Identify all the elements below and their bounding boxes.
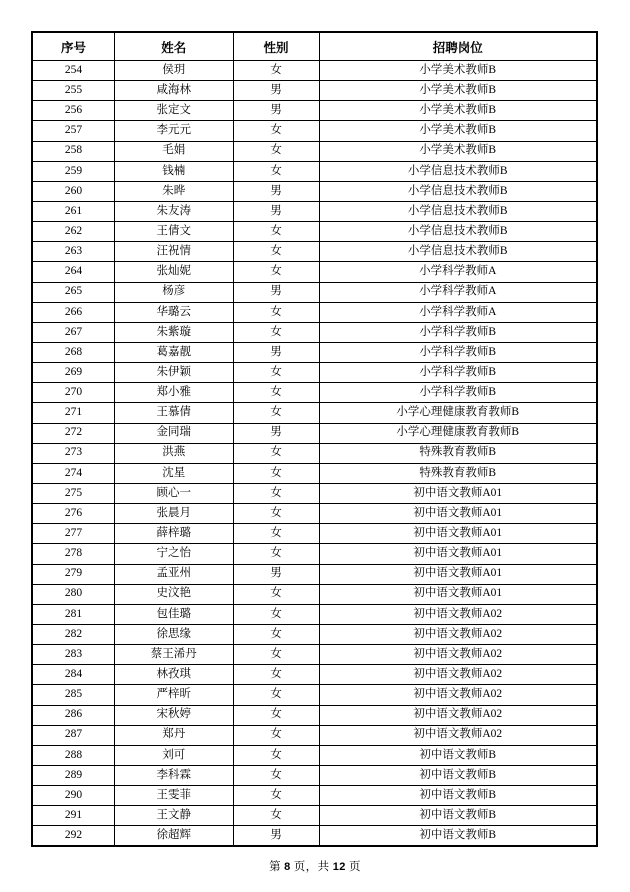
gender-cell: 女: [233, 685, 319, 705]
gender-cell: 女: [233, 725, 319, 745]
serial-number-cell: 285: [32, 685, 114, 705]
name-cell: 郑丹: [114, 725, 233, 745]
gender-cell: 男: [233, 81, 319, 101]
serial-number-cell: 269: [32, 363, 114, 383]
serial-number-cell: 280: [32, 584, 114, 604]
position-cell: 小学美术教师B: [319, 61, 597, 81]
table-row: [32, 201, 597, 221]
footer-prefix: 第: [269, 861, 282, 873]
footer-middle: 页，共: [293, 861, 330, 873]
name-cell: 张灿妮: [114, 262, 233, 282]
position-cell: 小学美术教师B: [319, 141, 597, 161]
table-row: [32, 363, 597, 383]
serial-number-cell: 278: [32, 544, 114, 564]
name-cell: 朱晔: [114, 181, 233, 201]
name-cell: 王倩文: [114, 222, 233, 242]
table-row: [32, 101, 597, 121]
name-cell: 宁之怡: [114, 544, 233, 564]
gender-cell: 女: [233, 806, 319, 826]
gender-cell: 女: [233, 786, 319, 806]
table-row: [32, 262, 597, 282]
table-row: [32, 765, 597, 785]
gender-cell: 女: [233, 121, 319, 141]
serial-number-cell: 279: [32, 564, 114, 584]
name-cell: 郑小雅: [114, 383, 233, 403]
gender-cell: 女: [233, 222, 319, 242]
position-cell: 小学科学教师A: [319, 282, 597, 302]
table-row: [32, 665, 597, 685]
position-cell: 小学科学教师B: [319, 322, 597, 342]
name-cell: 汪祝情: [114, 242, 233, 262]
name-cell: 朱伊颖: [114, 363, 233, 383]
table-row: [32, 383, 597, 403]
gender-cell: 女: [233, 645, 319, 665]
serial-number-cell: 274: [32, 463, 114, 483]
serial-number-cell: 255: [32, 81, 114, 101]
name-cell: 孟亚州: [114, 564, 233, 584]
position-cell: 初中语文教师B: [319, 786, 597, 806]
gender-cell: 男: [233, 181, 319, 201]
serial-number-cell: 281: [32, 604, 114, 624]
serial-number-cell: 276: [32, 504, 114, 524]
gender-cell: 女: [233, 705, 319, 725]
serial-number-cell: 272: [32, 423, 114, 443]
position-cell: 初中语文教师A02: [319, 645, 597, 665]
table-row: [32, 645, 597, 665]
position-cell: 小学信息技术教师B: [319, 242, 597, 262]
footer-total-pages: 12: [332, 861, 346, 873]
position-cell: 初中语文教师B: [319, 806, 597, 826]
name-cell: 葛嘉靓: [114, 342, 233, 362]
name-cell: 朱友涛: [114, 201, 233, 221]
serial-number-cell: 260: [32, 181, 114, 201]
position-cell: 小学心理健康教育教师B: [319, 423, 597, 443]
name-cell: 咸海林: [114, 81, 233, 101]
serial-number-cell: 267: [32, 322, 114, 342]
name-cell: 李科霖: [114, 765, 233, 785]
serial-number-cell: 257: [32, 121, 114, 141]
position-cell: 特殊教育教师B: [319, 443, 597, 463]
serial-number-cell: 256: [32, 101, 114, 121]
gender-cell: 女: [233, 443, 319, 463]
table-row: [32, 584, 597, 604]
position-cell: 小学科学教师B: [319, 383, 597, 403]
table-row: [32, 242, 597, 262]
gender-cell: 女: [233, 302, 319, 322]
table-row: [32, 483, 597, 503]
gender-cell: 女: [233, 363, 319, 383]
position-cell: 初中语文教师A02: [319, 725, 597, 745]
gender-cell: 女: [233, 765, 319, 785]
name-cell: 洪燕: [114, 443, 233, 463]
name-cell: 薛梓璐: [114, 524, 233, 544]
table-row: [32, 403, 597, 423]
position-cell: 小学美术教师B: [319, 121, 597, 141]
gender-cell: 男: [233, 564, 319, 584]
serial-number-cell: 289: [32, 765, 114, 785]
gender-cell: 女: [233, 584, 319, 604]
name-cell: 金同瑞: [114, 423, 233, 443]
gender-cell: 女: [233, 524, 319, 544]
position-cell: 初中语文教师A02: [319, 685, 597, 705]
gender-cell: 女: [233, 322, 319, 342]
serial-number-cell: 271: [32, 403, 114, 423]
gender-cell: 男: [233, 826, 319, 847]
position-cell: 小学信息技术教师B: [319, 201, 597, 221]
name-cell: 徐思缘: [114, 624, 233, 644]
position-cell: 小学心理健康教育教师B: [319, 403, 597, 423]
gender-cell: 女: [233, 161, 319, 181]
position-cell: 初中语文教师A02: [319, 705, 597, 725]
serial-number-cell: 287: [32, 725, 114, 745]
name-cell: 徐超辉: [114, 826, 233, 847]
table-row: [32, 342, 597, 362]
table-row: [32, 121, 597, 141]
table-row: [32, 544, 597, 564]
serial-number-cell: 277: [32, 524, 114, 544]
serial-number-cell: 258: [32, 141, 114, 161]
serial-number-cell: 283: [32, 645, 114, 665]
gender-cell: 女: [233, 383, 319, 403]
column-header-name: 姓名: [114, 32, 233, 61]
serial-number-cell: 275: [32, 483, 114, 503]
serial-number-cell: 263: [32, 242, 114, 262]
table-row: [32, 181, 597, 201]
serial-number-cell: 261: [32, 201, 114, 221]
table-row: [32, 463, 597, 483]
table-row: [32, 564, 597, 584]
serial-number-cell: 291: [32, 806, 114, 826]
serial-number-cell: 286: [32, 705, 114, 725]
gender-cell: 女: [233, 483, 319, 503]
gender-cell: 男: [233, 423, 319, 443]
table-row: [32, 786, 597, 806]
serial-number-cell: 266: [32, 302, 114, 322]
serial-number-cell: 265: [32, 282, 114, 302]
gender-cell: 女: [233, 242, 319, 262]
table-row: [32, 302, 597, 322]
gender-cell: 女: [233, 504, 319, 524]
position-cell: 小学科学教师A: [319, 302, 597, 322]
name-cell: 顾心一: [114, 483, 233, 503]
serial-number-cell: 292: [32, 826, 114, 847]
column-header-gender: 性别: [233, 32, 319, 61]
gender-cell: 男: [233, 342, 319, 362]
name-cell: 宋秋婷: [114, 705, 233, 725]
position-cell: 初中语文教师A01: [319, 504, 597, 524]
table-row: [32, 504, 597, 524]
table-row: [32, 826, 597, 847]
gender-cell: 女: [233, 624, 319, 644]
position-cell: 小学科学教师A: [319, 262, 597, 282]
position-cell: 小学美术教师B: [319, 101, 597, 121]
gender-cell: 男: [233, 201, 319, 221]
table-row: [32, 282, 597, 302]
position-cell: 初中语文教师A02: [319, 665, 597, 685]
name-cell: 张定文: [114, 101, 233, 121]
gender-cell: 女: [233, 61, 319, 81]
table-row: [32, 806, 597, 826]
serial-number-cell: 268: [32, 342, 114, 362]
gender-cell: 女: [233, 403, 319, 423]
position-cell: 初中语文教师A01: [319, 544, 597, 564]
position-cell: 初中语文教师B: [319, 745, 597, 765]
position-cell: 小学信息技术教师B: [319, 222, 597, 242]
name-cell: 王慕倩: [114, 403, 233, 423]
table-row: [32, 685, 597, 705]
serial-number-cell: 262: [32, 222, 114, 242]
name-cell: 王雯菲: [114, 786, 233, 806]
name-cell: 刘可: [114, 745, 233, 765]
serial-number-cell: 270: [32, 383, 114, 403]
table-row: [32, 161, 597, 181]
position-cell: 小学美术教师B: [319, 81, 597, 101]
gender-cell: 女: [233, 604, 319, 624]
name-cell: 包佳璐: [114, 604, 233, 624]
table-row: [32, 61, 597, 81]
column-header-position: 招聘岗位: [319, 32, 597, 61]
position-cell: 初中语文教师A01: [319, 564, 597, 584]
gender-cell: 女: [233, 665, 319, 685]
gender-cell: 男: [233, 101, 319, 121]
serial-number-cell: 254: [32, 61, 114, 81]
table-row: [32, 524, 597, 544]
name-cell: 侯玥: [114, 61, 233, 81]
serial-number-cell: 284: [32, 665, 114, 685]
table-row: [32, 222, 597, 242]
position-cell: 初中语文教师A01: [319, 584, 597, 604]
name-cell: 华璐云: [114, 302, 233, 322]
gender-cell: 女: [233, 544, 319, 564]
name-cell: 王文静: [114, 806, 233, 826]
position-cell: 小学信息技术教师B: [319, 161, 597, 181]
column-header-serial-number: 序号: [32, 32, 114, 61]
position-cell: 小学科学教师B: [319, 342, 597, 362]
gender-cell: 男: [233, 282, 319, 302]
table-row: [32, 624, 597, 644]
footer-page-number: 8: [284, 861, 291, 873]
position-cell: 初中语文教师A02: [319, 604, 597, 624]
name-cell: 毛娟: [114, 141, 233, 161]
table-row: [32, 423, 597, 443]
name-cell: 沈星: [114, 463, 233, 483]
table-row: [32, 141, 597, 161]
table-row: [32, 604, 597, 624]
table-row: [32, 725, 597, 745]
name-cell: 林孜琪: [114, 665, 233, 685]
page-footer: [0, 858, 630, 874]
position-cell: 初中语文教师A02: [319, 624, 597, 644]
gender-cell: 女: [233, 745, 319, 765]
name-cell: 杨彦: [114, 282, 233, 302]
gender-cell: 女: [233, 262, 319, 282]
name-cell: 钱楠: [114, 161, 233, 181]
name-cell: 李元元: [114, 121, 233, 141]
name-cell: 史汶艳: [114, 584, 233, 604]
name-cell: 蔡王浠丹: [114, 645, 233, 665]
recruitment-roster-table: [31, 31, 598, 847]
table-header-row: [32, 32, 597, 61]
table-row: [32, 322, 597, 342]
table-row: [32, 745, 597, 765]
serial-number-cell: 264: [32, 262, 114, 282]
gender-cell: 女: [233, 463, 319, 483]
position-cell: 初中语文教师A01: [319, 524, 597, 544]
table-row: [32, 705, 597, 725]
name-cell: 朱紫璇: [114, 322, 233, 342]
position-cell: 初中语文教师A01: [319, 483, 597, 503]
position-cell: 初中语文教师B: [319, 826, 597, 847]
name-cell: 张晨月: [114, 504, 233, 524]
serial-number-cell: 282: [32, 624, 114, 644]
serial-number-cell: 288: [32, 745, 114, 765]
position-cell: 小学信息技术教师B: [319, 181, 597, 201]
table-row: [32, 443, 597, 463]
serial-number-cell: 273: [32, 443, 114, 463]
position-cell: 小学科学教师B: [319, 363, 597, 383]
name-cell: 严梓昕: [114, 685, 233, 705]
serial-number-cell: 259: [32, 161, 114, 181]
serial-number-cell: 290: [32, 786, 114, 806]
gender-cell: 女: [233, 141, 319, 161]
footer-suffix: 页: [348, 861, 361, 873]
table-row: [32, 81, 597, 101]
position-cell: 特殊教育教师B: [319, 463, 597, 483]
position-cell: 初中语文教师B: [319, 765, 597, 785]
